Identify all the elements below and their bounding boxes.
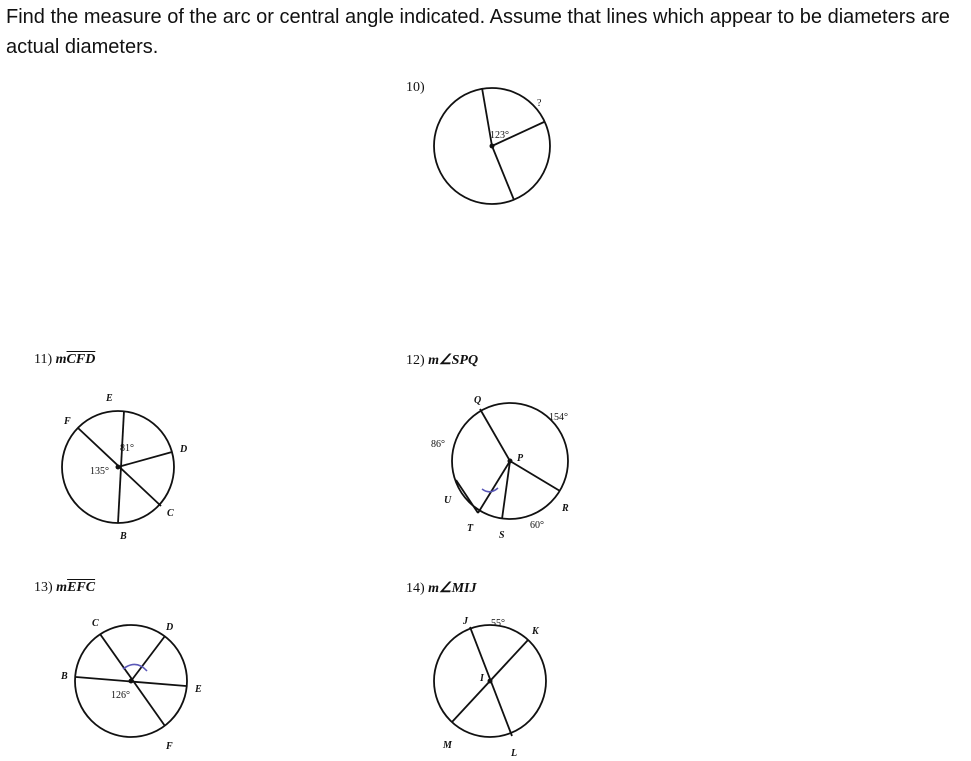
circle-12-chord-ut: [456, 480, 478, 513]
instructions: Find the measure of the arc or central angle indicated. Assume that lines which appear to be diameters are actual diameters.: [6, 6, 950, 58]
angle-12-label-c: 60°: [530, 520, 544, 531]
circle-11-center: [116, 465, 121, 470]
problem-12-question: m∠SPQ: [428, 353, 479, 368]
angle-13-label-a: 126°: [111, 690, 130, 701]
point-14-l: L: [511, 748, 518, 759]
point-12-u: U: [444, 495, 452, 506]
circle-13-segment-d: [131, 636, 165, 681]
problem-11-question: $m\overline{CFD}$: [55, 352, 96, 367]
circle-14-center: [488, 679, 493, 684]
angle-10-label-a: 123°: [490, 130, 509, 141]
point-11-f: F: [64, 416, 71, 427]
circle-12-center: [508, 459, 513, 464]
problem-14-number: 14): [406, 581, 425, 596]
circle-12-segment-t: [478, 461, 510, 513]
angle-12-mark: [482, 488, 498, 492]
circle-10-figure: [434, 88, 550, 204]
angle-11-label-b: 135°: [90, 466, 109, 477]
angle-10-label-b: ?: [537, 98, 542, 109]
point-13-c: C: [92, 618, 99, 629]
circle-10-center: [490, 144, 495, 149]
point-11-d: D: [180, 444, 188, 455]
point-14-j: J: [463, 616, 468, 627]
point-13-b: B: [61, 671, 68, 682]
angle-12-label-b: 86°: [431, 439, 445, 450]
problem-13-number: 13): [34, 580, 53, 595]
problem-11-number: 11): [34, 352, 53, 367]
problem-10-number: 10): [406, 80, 425, 95]
point-11-b: B: [120, 531, 127, 542]
problem-14-question: m∠MIJ: [428, 581, 477, 596]
point-14-k: K: [532, 626, 539, 637]
point-14-m: M: [443, 740, 452, 751]
angle-12-label-a: 154°: [549, 412, 568, 423]
circle-12-segment-s: [502, 461, 510, 519]
circle-11-figure: [62, 393, 187, 542]
point-12-s: S: [499, 530, 505, 541]
point-13-f: F: [166, 741, 173, 752]
point-13-e: E: [195, 684, 202, 695]
point-14-i: I: [480, 673, 484, 684]
circle-12-segment-r: [510, 461, 560, 491]
point-12-r: R: [562, 503, 569, 514]
angle-11-label-a: 81°: [120, 443, 134, 454]
circle-12-figure: [431, 395, 569, 541]
circle-13-figure: [60, 618, 202, 752]
point-12-q: Q: [474, 395, 482, 406]
circle-13-center: [129, 679, 134, 684]
problem-12-number: 12): [406, 353, 425, 368]
problem-13-question: $m\overline{EFC}$: [56, 580, 96, 595]
point-13-d: D: [166, 622, 174, 633]
circle-12-segment-q: [480, 409, 510, 461]
circle-10-radius-bottom: [492, 146, 514, 200]
point-12-t: T: [467, 523, 474, 534]
circle-14-figure: [434, 616, 546, 759]
point-11-c: C: [167, 508, 174, 519]
point-11-e: E: [106, 393, 113, 404]
point-12-p: P: [517, 453, 524, 464]
angle-14-label-a: 55°: [491, 618, 505, 629]
circle-11-segment-d: [118, 452, 172, 467]
